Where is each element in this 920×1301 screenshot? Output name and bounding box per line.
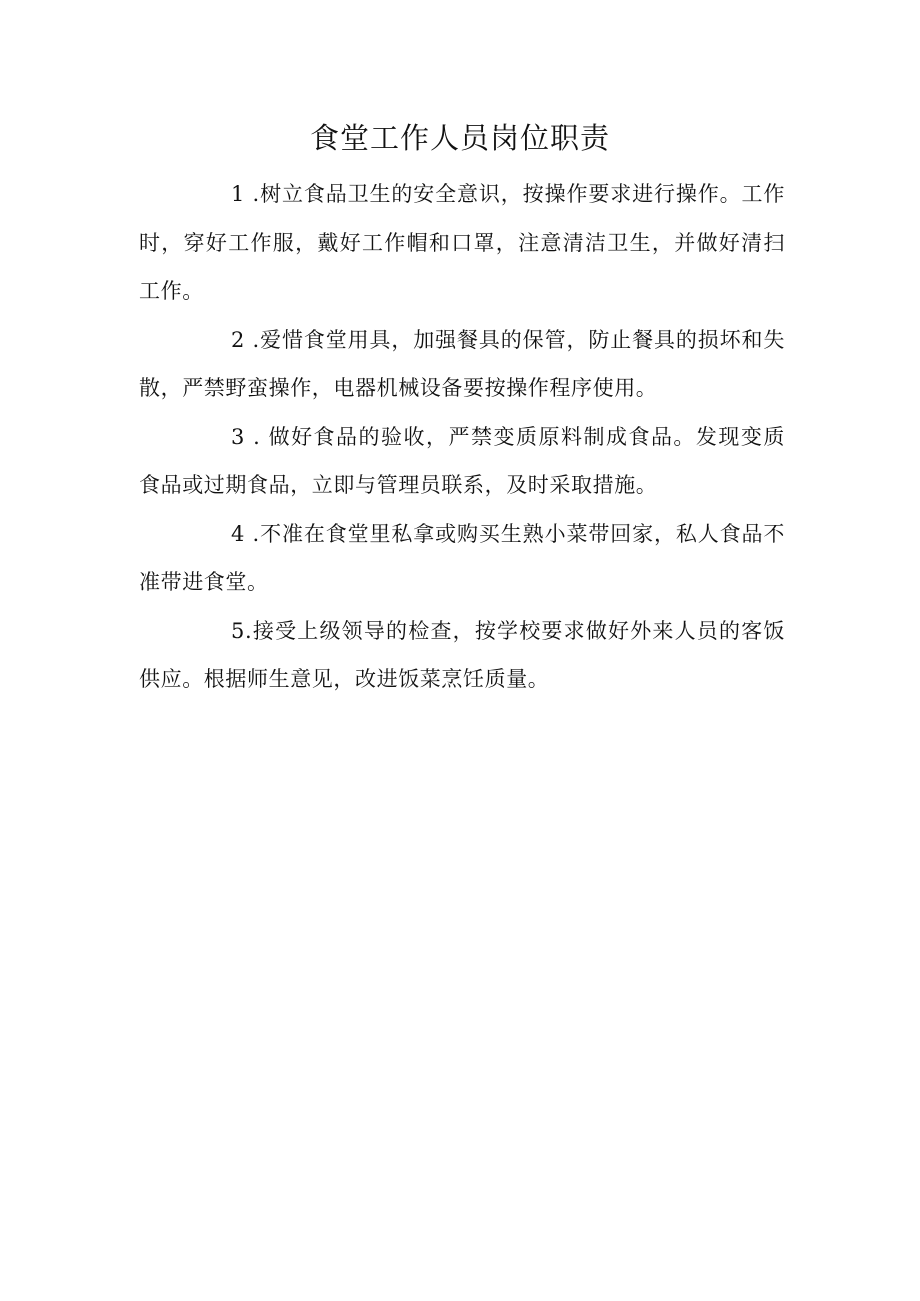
item-number: 4 [231,521,245,546]
document-body [139,170,785,704]
duty-item-2 [139,316,785,413]
duty-item-3 [139,413,785,510]
item-number: 5 [231,618,245,643]
item-text: .爱惜食堂用具，加强餐具的保管，防止餐具的损坏和失散，严禁野蛮操作，电器机械设备要按操作程序使用。 [139,327,785,400]
item-text: . 做好食品的验收，严禁变质原料制成食品。发现变质食品或过期食品，立即与管理员联系，及时采取措施。 [139,424,785,497]
duty-item-4 [139,510,785,607]
item-text: .树立食品卫生的安全意识，按操作要求进行操作。工作时，穿好工作服，戴好工作帽和口罩，注意清洁卫生，并做好清扫工作。 [139,182,785,303]
item-number: 3 [231,424,245,449]
duty-item-5 [139,607,785,704]
item-text: .不准在食堂里私拿或购买生熟小菜带回家，私人食品不准带进食堂。 [139,521,785,594]
duty-item-1 [139,170,785,316]
item-number: 2 [231,327,245,352]
item-text: .接受上级领导的检查，按学校要求做好外来人员的客饭供应。根据师生意见，改进饭菜烹饪质量。 [139,618,785,691]
item-number: 1 [231,182,245,206]
document-title: 食堂工作人员岗位职责 [309,121,610,155]
